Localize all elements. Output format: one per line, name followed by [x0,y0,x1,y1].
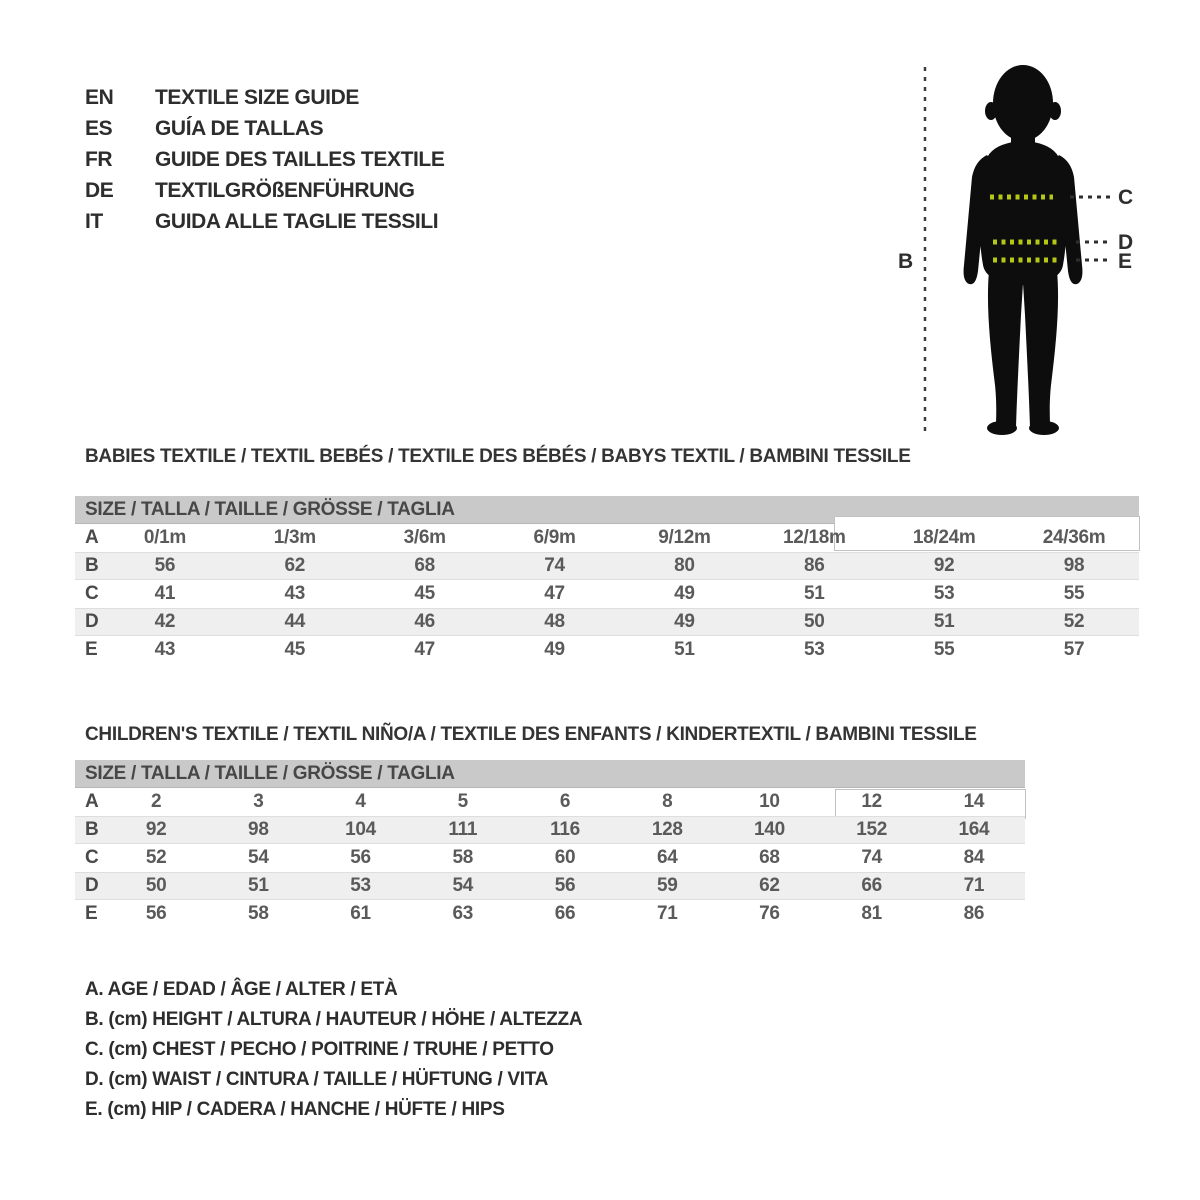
size-value-cell: 50 [145,875,167,896]
size-value-cell: 59 [656,875,678,896]
size-value-cell: 58 [452,847,474,868]
size-value-cell: 56 [145,903,167,924]
legend-item: B. (cm) HEIGHT / ALTURA / HAUTEUR / HÖHE / ALTEZZA [85,1009,583,1030]
size-value-cell: 18/24m [912,527,976,548]
size-value-cell: 54 [452,875,474,896]
size-value-cell: 45 [284,639,306,660]
size-value-cell: 51 [804,583,825,604]
figure-label-c: C [1118,186,1134,209]
size-value-cell: 56 [350,847,371,868]
table-row-b [75,816,1025,844]
size-value-cell: 8 [662,791,673,812]
size-figure [890,55,1145,440]
legend-item: E. (cm) HIP / CADERA / HANCHE / HÜFTE / HIPS [85,1099,505,1120]
row-label: A [85,791,99,812]
size-value-cell: 56 [154,555,176,576]
children-table-rows [75,788,1025,928]
size-value-cell: 3 [253,791,264,812]
table-row-a [75,788,1025,816]
language-row [85,113,444,144]
babies-table-rows [75,524,1139,664]
figure-label-d: D [1118,231,1134,254]
table-row-c [75,844,1025,872]
size-value-cell: 50 [804,611,825,632]
size-value-cell: 98 [248,819,269,840]
size-value-cell: 55 [933,639,955,660]
size-value-cell: 57 [1063,639,1085,660]
language-code: FR [85,147,113,171]
size-value-cell: 42 [154,611,176,632]
size-value-cell: 111 [448,819,478,840]
size-value-cell: 55 [1063,583,1085,604]
row-label: E [85,639,98,660]
size-value-cell: 53 [933,583,955,604]
size-value-cell: 66 [554,903,576,924]
size-value-cell: 51 [674,639,695,660]
figure-label-b: B [898,250,914,273]
size-value-cell: 63 [452,903,474,924]
size-value-cell: 164 [958,819,990,840]
size-value-cell: 53 [804,639,825,660]
row-label: D [85,611,99,632]
size-value-cell: 92 [933,555,955,576]
size-value-cell: 4 [355,791,366,812]
table-row-d [75,872,1025,900]
size-value-cell: 12 [861,791,882,812]
size-value-cell: 76 [759,903,780,924]
size-value-cell: 86 [804,555,825,576]
size-value-cell: 56 [554,875,576,896]
size-value-cell: 62 [759,875,780,896]
size-value-cell: 64 [656,847,678,868]
size-value-cell: 41 [154,583,176,604]
row-label: B [85,555,99,576]
size-value-cell: 104 [345,819,376,840]
language-row [85,144,444,175]
row-label: D [85,875,99,896]
size-value-cell: 24/36m [1042,527,1106,548]
size-value-cell: 49 [544,639,565,660]
size-value-cell: 48 [544,611,565,632]
size-value-cell: 3/6m [403,527,446,548]
babies-size-table [75,496,1139,664]
size-value-cell: 80 [674,555,695,576]
size-value-cell: 2 [150,791,162,812]
size-value-cell: 6 [559,791,571,812]
size-value-cell: 140 [754,819,785,840]
size-value-cell: 9/12m [658,527,711,548]
size-value-cell: 74 [861,847,882,868]
language-title: GUIDE DES TAILLES TEXTILE [155,147,445,171]
size-value-cell: 68 [759,847,780,868]
language-code: EN [85,85,114,109]
babies-section-title: BABIES TEXTILE / TEXTIL BEBÉS / TEXTILE DES BÉBÉS / BABYS TEXTIL / BAMBINI TESSILE [85,446,911,467]
language-code: DE [85,178,114,202]
size-value-cell: 5 [457,791,468,812]
size-value-cell: 47 [414,639,435,660]
language-row [85,206,444,237]
size-value-cell: 86 [963,903,985,924]
row-label: B [85,819,99,840]
size-value-cell: 14 [963,791,985,812]
language-title: TEXTILE SIZE GUIDE [155,85,359,109]
table-row-a [75,524,1139,552]
size-value-cell: 1/3m [273,527,316,548]
size-value-cell: 74 [544,555,565,576]
size-value-cell: 46 [414,611,435,632]
table-row-e [75,636,1139,664]
language-row [85,175,444,206]
language-title: GUÍA DE TALLAS [155,116,324,140]
size-value-cell: 12/18m [782,527,846,548]
table-row-c [75,580,1139,608]
size-value-cell: 6/9m [533,527,576,548]
children-table-header-label: SIZE / TALLA / TAILLE / GRÖSSE / TAGLIA [85,762,455,784]
language-row [85,82,444,113]
size-value-cell: 43 [284,583,306,604]
size-value-cell: 0/1m [143,527,186,548]
size-value-cell: 152 [856,819,888,840]
child-silhouette [964,65,1083,435]
size-value-cell: 81 [861,903,882,924]
table-row-b [75,552,1139,580]
language-list [85,82,444,237]
children-table-header-bar [75,760,1025,788]
size-value-cell: 62 [284,555,306,576]
child-silhouette-figure [890,55,1145,440]
legend-item: A. AGE / EDAD / ÂGE / ALTER / ETÀ [85,979,398,1000]
table-row-e [75,900,1025,928]
legend-item: C. (cm) CHEST / PECHO / POITRINE / TRUHE / PETTO [85,1039,554,1060]
size-value-cell: 44 [284,611,306,632]
size-value-cell: 71 [656,903,678,924]
size-value-cell: 43 [154,639,176,660]
language-code: IT [85,209,103,233]
language-title: GUIDA ALLE TAGLIE TESSILI [155,209,439,233]
size-value-cell: 54 [248,847,269,868]
babies-table-header-label: SIZE / TALLA / TAILLE / GRÖSSE / TAGLIA [85,498,455,520]
size-value-cell: 92 [145,819,167,840]
language-code: ES [85,116,113,140]
legend-item: D. (cm) WAIST / CINTURA / TAILLE / HÜFTUNG / VITA [85,1069,549,1090]
row-label: A [85,527,99,548]
size-value-cell: 47 [544,583,565,604]
row-label: C [85,583,99,604]
size-value-cell: 51 [248,875,269,896]
size-value-cell: 68 [414,555,435,576]
size-value-cell: 52 [1063,611,1085,632]
language-title: TEXTILGRÖßENFÜHRUNG [155,178,415,202]
size-value-cell: 71 [963,875,985,896]
size-value-cell: 52 [145,847,167,868]
children-section-title: CHILDREN'S TEXTILE / TEXTIL NIÑO/A / TEXTILE DES ENFANTS / KINDERTEXTIL / BAMBINI TESSILE [85,724,977,745]
size-value-cell: 45 [414,583,435,604]
size-value-cell: 58 [248,903,269,924]
size-value-cell: 49 [674,583,695,604]
row-label: C [85,847,99,868]
size-value-cell: 53 [350,875,371,896]
size-value-cell: 60 [554,847,576,868]
size-value-cell: 10 [759,791,780,812]
size-value-cell: 66 [861,875,882,896]
table-row-d [75,608,1139,636]
size-value-cell: 98 [1063,555,1085,576]
figure-label-e: E [1118,250,1133,273]
size-value-cell: 49 [674,611,695,632]
size-value-cell: 128 [651,819,683,840]
legend-list [85,975,582,1125]
size-value-cell: 84 [963,847,985,868]
children-size-table [75,760,1025,928]
size-value-cell: 116 [550,819,580,840]
size-value-cell: 61 [350,903,371,924]
size-value-cell: 51 [933,611,955,632]
row-label: E [85,903,98,924]
